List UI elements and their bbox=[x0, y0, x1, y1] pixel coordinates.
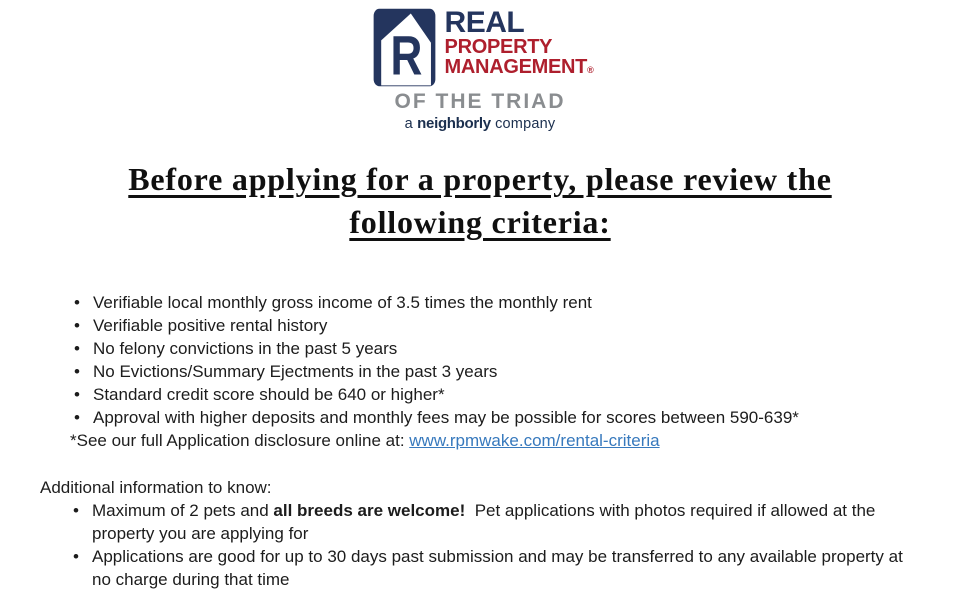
all-breeds-bold-text: all breeds are welcome! bbox=[273, 501, 466, 520]
pets-line1: • Maximum of 2 pets and all breeds are welcome! Pet applications with photos required if allowed at the bbox=[92, 501, 876, 520]
neighborly-wordmark: neighborly bbox=[417, 115, 491, 132]
company-logo bbox=[0, 0, 960, 132]
list-item: • Verifiable local monthly gross income of 3.5 times the monthly rent bbox=[93, 291, 960, 314]
additional-info-heading: Additional information to know: bbox=[40, 478, 272, 497]
list-item: • No Evictions/Summary Ejectments in the past 3 years bbox=[93, 360, 960, 383]
registered-trademark: ® bbox=[587, 65, 594, 75]
page-title bbox=[0, 158, 960, 244]
additional-info-list bbox=[0, 499, 960, 591]
disclosure-note bbox=[0, 429, 960, 452]
rental-criteria-link[interactable]: www.rpmwake.com/rental-criteria bbox=[409, 431, 660, 450]
list-item bbox=[92, 545, 960, 591]
disclosure-text: *See our full Application disclosure online at: bbox=[70, 431, 410, 450]
logo-region-text: OF THE TRIAD bbox=[394, 90, 566, 113]
house-r-logo-icon bbox=[373, 8, 436, 87]
brand-line-real: REAL bbox=[444, 6, 525, 39]
brand-line-property: PROPERTY bbox=[444, 36, 553, 58]
criteria-list bbox=[0, 291, 960, 429]
applications-line2: no charge during that time bbox=[92, 570, 290, 589]
list-item: • Approval with higher deposits and monthly fees may be possible for scores between 590-639* bbox=[93, 406, 960, 429]
logo-tagline: a neighborly company bbox=[404, 115, 556, 132]
applications-line1: • Applications are good for up to 30 days past submission and may be transferred to any available property at bbox=[92, 547, 903, 566]
svg-text:R: R bbox=[390, 24, 422, 87]
list-item: • Standard credit score should be 640 or higher* bbox=[93, 383, 960, 406]
pets-line2: property you are applying for bbox=[92, 524, 309, 543]
brand-line-management: MANAGEMENT® bbox=[444, 56, 594, 78]
logo-row bbox=[373, 8, 594, 87]
list-item: • Verifiable positive rental history bbox=[93, 314, 960, 337]
page-title-line1: Before applying for a property, please review the bbox=[128, 161, 832, 197]
brand-name bbox=[445, 8, 594, 80]
list-item: • No felony convictions in the past 5 years bbox=[93, 337, 960, 360]
page-title-line2: following criteria: bbox=[349, 204, 611, 240]
list-item bbox=[92, 499, 960, 545]
